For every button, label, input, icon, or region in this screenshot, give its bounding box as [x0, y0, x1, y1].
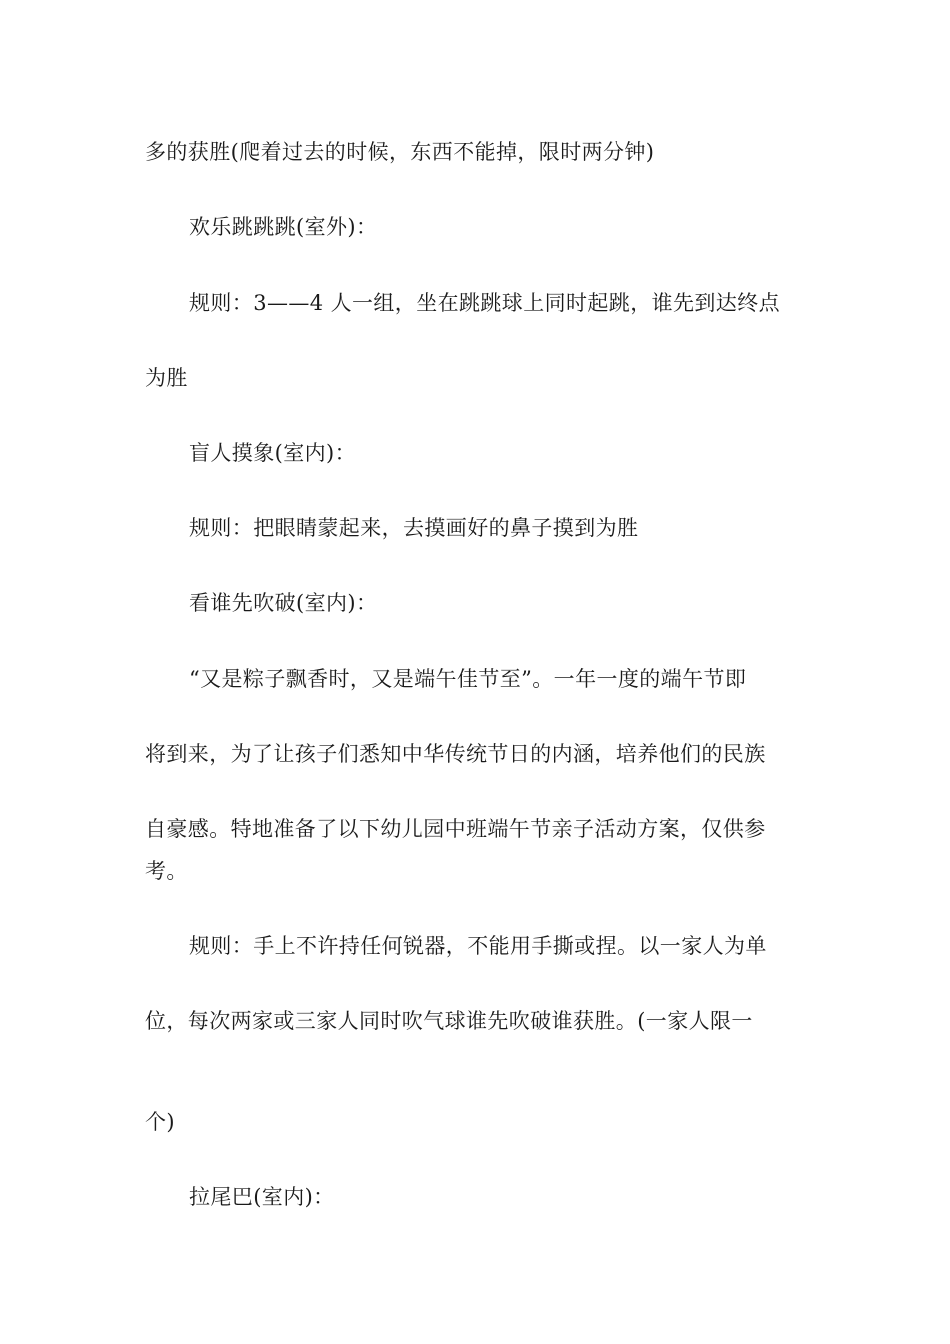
section-heading: 拉尾巴(室内)： — [189, 1185, 335, 1209]
text-line: 考。 — [145, 859, 188, 883]
text-line: 规则：3——4 人一组，坐在跳跳球上同时起跳，谁先到达终点 — [189, 291, 780, 315]
text-line: 规则：把眼睛蒙起来，去摸画好的鼻子摸到为胜 — [189, 516, 639, 540]
text-line: “又是粽子飘香时，又是端午佳节至”。一年一度的端午节即 — [189, 667, 747, 691]
section-heading: 看谁先吹破(室内)： — [189, 591, 378, 615]
section-heading: 盲人摸象(室内)： — [189, 441, 356, 465]
section-heading: 欢乐跳跳跳(室外)： — [189, 215, 378, 239]
text-line: 多的获胜(爬着过去的时候，东西不能掉，限时两分钟) — [145, 140, 655, 164]
text-line: 位，每次两家或三家人同时吹气球谁先吹破谁获胜。(一家人限一 — [145, 1009, 753, 1033]
text-line: 个) — [145, 1110, 175, 1134]
text-line: 为胜 — [145, 366, 188, 390]
text-line: 规则：手上不许持任何锐器，不能用手撕或捏。以一家人为单 — [189, 934, 767, 958]
text-line: 自豪感。特地准备了以下幼儿园中班端午节亲子活动方案，仅供参 — [145, 817, 766, 841]
text-line: 将到来，为了让孩子们悉知中华传统节日的内涵，培养他们的民族 — [145, 742, 766, 766]
